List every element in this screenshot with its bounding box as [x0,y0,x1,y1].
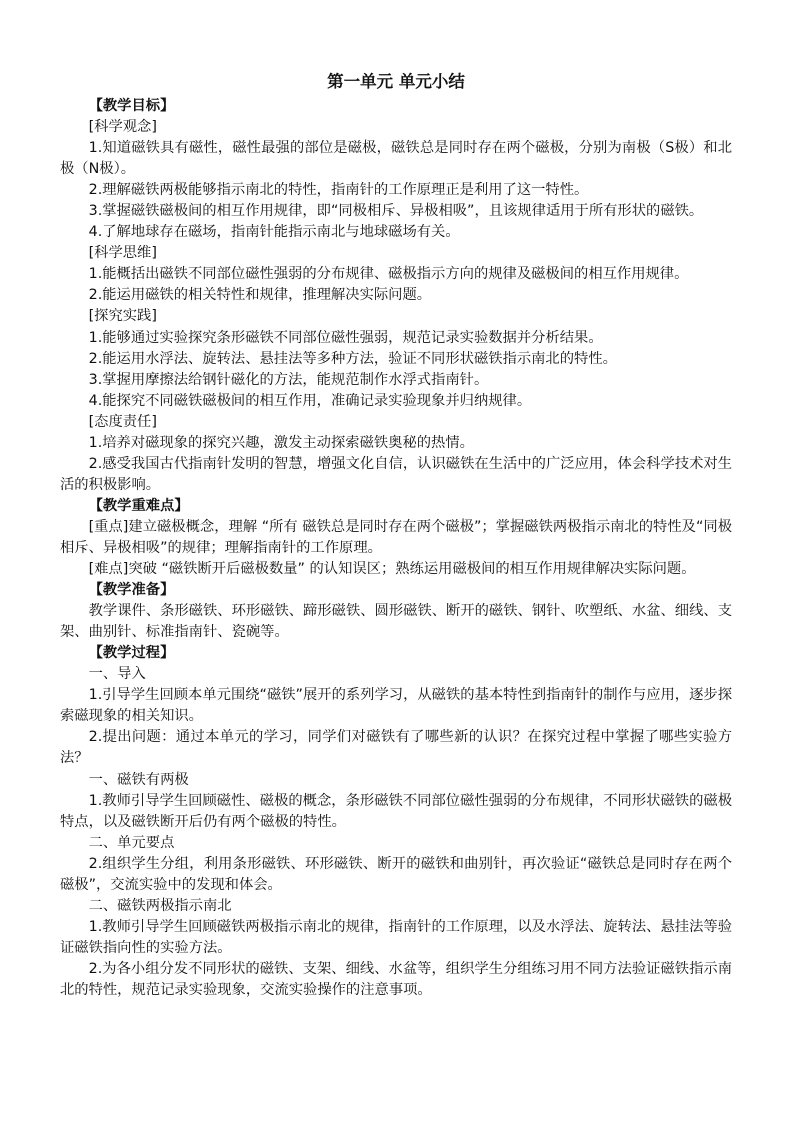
paragraph: 2.理解磁铁两极能够指示南北的特性，指南针的工作原理正是利用了这一特性。 [88,182,589,199]
paragraph: 2.组织学生分组，利用条形磁铁、环形磁铁、断开的磁铁和曲别针，再次验证“磁铁总是同时存在两个磁极”，交流实验中的发现和体会。 [60,855,732,893]
paragraph: 2.提出问题：通过本单元的学习，同学们对磁铁有了哪些新的认识？在探究过程中掌握了哪些实验方法？ [60,729,732,767]
paragraph: 1.引导学生回顾本单元围绕“磁铁”展开的系列学习，从磁铁的基本特性到指南针的制作与应用，逐步探索磁现象的相关知识。 [60,687,732,725]
paragraph: 2.为各小组分发不同形状的磁铁、支架、细线、水盆等，组织学生分组练习用不同方法验证磁铁指示南北的特性，规范记录实验现象，交流实验操作的注意事项。 [60,960,732,998]
paragraph: 1.知道磁铁具有磁性，磁性最强的部位是磁极，磁铁总是同时存在两个磁极，分别为南极（S极）和北极（N极）。 [60,140,732,178]
subheading-inquiry-practice: [探究实践] [88,308,157,325]
paragraph: 1.教师引导学生回顾磁铁两极指示南北的规律，指南针的工作原理，以及水浮法、旋转法、悬挂法等验证磁铁指向性的实验方法。 [60,918,732,956]
section-heading-teaching-goals: 【教学目标】 [88,98,175,114]
paragraph-difficulty: [难点]突破 “磁铁断开后磁极数量” 的认知误区；熟练运用磁极间的相互作用规律解决实际问题。 [88,561,696,578]
paragraph: 3.掌握磁铁磁极间的相互作用规律，即“同极相斥、异极相吸”，且该规律适用于所有形状的磁铁。 [88,203,704,220]
subheading-attitude-responsibility: [态度责任] [88,413,157,430]
paragraph: 1.能概括出磁铁不同部位磁性强弱的分布规律、磁极指示方向的规律及磁极间的相互作用规律。 [88,266,689,283]
step-heading-introduction: 一、导入 [88,666,146,683]
section-heading-teaching-process: 【教学过程】 [88,645,175,662]
document-title: 第一单元 单元小结 [327,72,465,91]
subheading-science-thinking: [科学思维] [88,245,157,262]
subheading-science-concepts: [科学观念] [88,119,157,136]
paragraph: 4.能探究不同磁铁磁极间的相互作用，准确记录实验现象并归纳规律。 [88,392,532,409]
paragraph: 2.能运用水浮法、旋转法、悬挂法等多种方法，验证不同形状磁铁指示南北的特性。 [88,350,617,367]
step-heading-unit-points: 二、单元要点 [88,834,175,851]
step-heading-two-poles: 一、磁铁有两极 [88,771,189,788]
step-heading-poles-point-north-south: 二、磁铁两极指示南北 [88,897,232,914]
section-heading-preparation: 【教学准备】 [88,582,175,599]
paragraph-materials: 教学课件、条形磁铁、环形磁铁、蹄形磁铁、圆形磁铁、断开的磁铁、钢针、吹塑纸、水盆、细线、支架、曲别针、标准指南针、瓷碗等。 [60,603,732,641]
paragraph: 2.能运用磁铁的相关特性和规律，推理解决实际问题。 [88,287,432,304]
paragraph: 1.教师引导学生回顾磁性、磁极的概念，条形磁铁不同部位磁性强弱的分布规律，不同形状磁铁的磁极特点，以及磁铁断开后仍有两个磁极的特性。 [60,792,732,830]
document-page [60,70,732,1001]
paragraph: 3.掌握用摩擦法给钢针磁化的方法，能规范制作水浮式指南针。 [88,371,489,388]
paragraph: 1.能够通过实验探究条形磁铁不同部位磁性强弱，规范记录实验数据并分析结果。 [88,329,603,346]
paragraph: 4.了解地球存在磁场，指南针能指示南北与地球磁场有关。 [88,224,460,241]
paragraph-key-point: [重点]建立磁极概念，理解 “所有 磁铁总是同时存在两个磁极”；掌握磁铁两极指示南北的特性及“同极相斥、异极相吸”的规律；理解指南针的工作原理。 [60,518,732,556]
paragraph: 2.感受我国古代指南针发明的智慧，增强文化自信，认识磁铁在生活中的广泛应用，体会科学技术对生活的积极影响。 [60,455,732,493]
section-heading-key-difficulties: 【教学重难点】 [88,497,189,514]
paragraph: 1.培养对磁现象的探究兴趣，激发主动探索磁铁奥秘的热情。 [88,434,474,451]
